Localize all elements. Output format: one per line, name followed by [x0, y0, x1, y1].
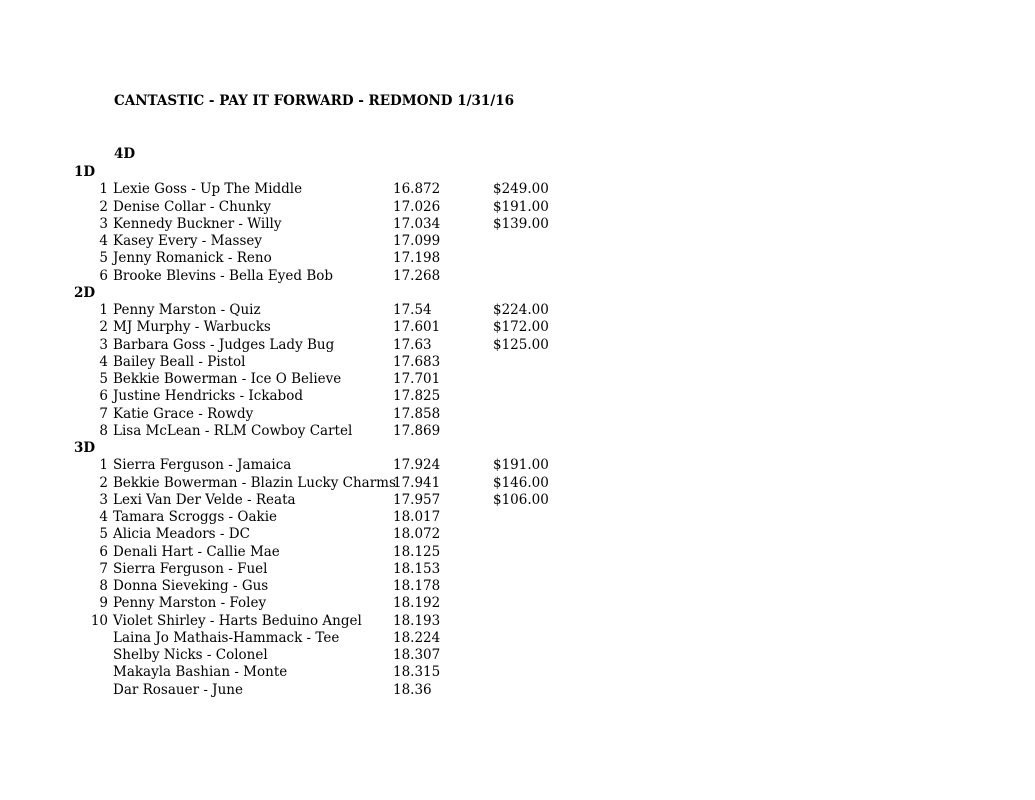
- prize: $106.00: [493, 491, 549, 508]
- prize: $139.00: [493, 215, 549, 232]
- rider-horse: Lisa McLean - RLM Cowboy Cartel: [113, 422, 353, 439]
- time: 18.192: [393, 595, 441, 612]
- rider-horse: Jenny Romanick - Reno: [113, 250, 272, 267]
- rider-horse: Penny Marston - Quiz: [113, 302, 261, 318]
- rider-horse: Violet Shirley - Harts Beduino Angel: [113, 612, 362, 629]
- time: 17.941: [393, 474, 441, 491]
- place: 7: [99, 560, 108, 577]
- prize: $191.00: [493, 457, 549, 474]
- time: 18.125: [393, 543, 441, 560]
- result-row: [0, 682, 1035, 699]
- time: 17.198: [393, 250, 441, 267]
- place: 8: [99, 578, 108, 594]
- rider-horse: Bekkie Bowerman - Blazin Lucky Charms: [113, 474, 396, 491]
- place: 10: [90, 612, 108, 629]
- result-row: [0, 544, 1035, 561]
- time: 17.099: [393, 233, 441, 249]
- rider-horse: Lexi Van Der Velde - Reata: [113, 491, 296, 508]
- time: 17.924: [393, 457, 441, 474]
- result-row: [0, 319, 1035, 336]
- rider-horse: Laina Jo Mathais-Hammack - Tee: [113, 629, 340, 646]
- place: 6: [99, 388, 108, 405]
- place: 4: [99, 509, 108, 525]
- time: 18.072: [393, 526, 441, 543]
- rider-horse: Denise Collar - Chunky: [113, 198, 271, 215]
- result-row: [0, 388, 1035, 405]
- place: 6: [99, 543, 108, 560]
- result-row: [0, 492, 1035, 509]
- rider-horse: Katie Grace - Rowdy: [113, 405, 254, 422]
- time: 17.957: [393, 491, 441, 508]
- rider-horse: Brooke Blevins - Bella Eyed Bob: [113, 267, 334, 284]
- rider-horse: Sierra Ferguson - Fuel: [113, 560, 268, 577]
- time: 18.36: [393, 681, 432, 698]
- rider-horse: Bekkie Bowerman - Ice O Believe: [113, 371, 342, 387]
- rider-horse: Makayla Bashian - Monte: [113, 664, 288, 681]
- place: 7: [99, 405, 108, 422]
- time: 18.315: [393, 664, 441, 681]
- result-row: [0, 457, 1035, 474]
- time: 17.701: [393, 371, 441, 387]
- division-heading: [0, 440, 1035, 457]
- division-heading: [0, 164, 1035, 181]
- place: 1: [99, 302, 108, 318]
- division-label: 3D: [74, 440, 96, 456]
- time: 17.268: [393, 267, 441, 284]
- rider-horse: Denali Hart - Callie Mae: [113, 543, 280, 560]
- prize: $191.00: [493, 198, 549, 215]
- result-row: [0, 475, 1035, 492]
- rider-horse: Barbara Goss - Judges Lady Bug: [113, 336, 335, 353]
- time: 17.63: [393, 336, 432, 353]
- rider-horse: MJ Murphy - Warbucks: [113, 319, 271, 336]
- rider-horse: Kasey Every - Massey: [113, 233, 263, 249]
- rider-horse: Tamara Scroggs - Oakie: [113, 509, 277, 525]
- result-row: [0, 613, 1035, 630]
- time: 17.869: [393, 422, 441, 439]
- time: 18.307: [393, 647, 441, 663]
- result-row: [0, 647, 1035, 664]
- result-row: [0, 371, 1035, 388]
- division-label: 2D: [74, 284, 96, 301]
- place: 2: [99, 198, 108, 215]
- rider-horse: Kennedy Buckner - Willy: [113, 215, 282, 232]
- place: 4: [99, 233, 108, 249]
- result-row: [0, 630, 1035, 647]
- time: 17.034: [393, 215, 441, 232]
- rider-horse: Lexie Goss - Up The Middle: [113, 181, 303, 198]
- time: 18.193: [393, 612, 441, 629]
- time: 18.178: [393, 578, 441, 594]
- prize: $249.00: [493, 181, 549, 198]
- place: 5: [99, 526, 108, 543]
- rider-horse: Justine Hendricks - Ickabod: [113, 388, 303, 405]
- time: 17.54: [393, 302, 432, 318]
- time: 16.872: [393, 181, 441, 198]
- time: 17.825: [393, 388, 441, 405]
- time: 17.858: [393, 405, 441, 422]
- time: 18.017: [393, 509, 441, 525]
- place: 3: [99, 491, 108, 508]
- result-row: [0, 664, 1035, 681]
- result-row: [0, 595, 1035, 612]
- result-row: [0, 526, 1035, 543]
- result-row: [0, 250, 1035, 267]
- result-row: [0, 268, 1035, 285]
- result-row: [0, 233, 1035, 250]
- place: 3: [99, 336, 108, 353]
- place: 9: [99, 595, 108, 612]
- results-list: [0, 164, 1035, 699]
- place: 5: [99, 371, 108, 387]
- result-row: [0, 199, 1035, 216]
- place: 4: [99, 353, 108, 370]
- time: 18.153: [393, 560, 441, 577]
- division-heading: [0, 285, 1035, 302]
- time: 17.601: [393, 319, 441, 336]
- result-row: [0, 561, 1035, 578]
- rider-horse: Dar Rosauer - June: [113, 681, 243, 698]
- place: 6: [99, 267, 108, 284]
- rider-horse: Donna Sieveking - Gus: [113, 578, 269, 594]
- rider-horse: Shelby Nicks - Colonel: [113, 647, 268, 663]
- result-row: [0, 337, 1035, 354]
- rider-horse: Penny Marston - Foley: [113, 595, 267, 612]
- rider-horse: Sierra Ferguson - Jamaica: [113, 457, 292, 474]
- prize: $172.00: [493, 319, 549, 336]
- result-row: [0, 181, 1035, 198]
- place: 3: [99, 215, 108, 232]
- time: 17.683: [393, 353, 441, 370]
- prize: $224.00: [493, 302, 549, 318]
- document-title: CANTASTIC - PAY IT FORWARD - REDMOND 1/31/16: [114, 93, 515, 109]
- division-label: 1D: [74, 164, 96, 180]
- place: 1: [99, 181, 108, 198]
- result-row: [0, 406, 1035, 423]
- time: 17.026: [393, 198, 441, 215]
- result-row: [0, 302, 1035, 319]
- result-row: [0, 509, 1035, 526]
- place: 2: [99, 474, 108, 491]
- place: 8: [99, 422, 108, 439]
- prize: $146.00: [493, 474, 549, 491]
- place: 5: [99, 250, 108, 267]
- rider-horse: Bailey Beall - Pistol: [113, 353, 246, 370]
- class-heading: 4D: [114, 146, 136, 162]
- result-row: [0, 354, 1035, 371]
- result-row: [0, 423, 1035, 440]
- time: 18.224: [393, 629, 441, 646]
- rider-horse: Alicia Meadors - DC: [113, 526, 250, 543]
- place: 1: [99, 457, 108, 474]
- result-row: [0, 578, 1035, 595]
- place: 2: [99, 319, 108, 336]
- prize: $125.00: [493, 336, 549, 353]
- result-row: [0, 216, 1035, 233]
